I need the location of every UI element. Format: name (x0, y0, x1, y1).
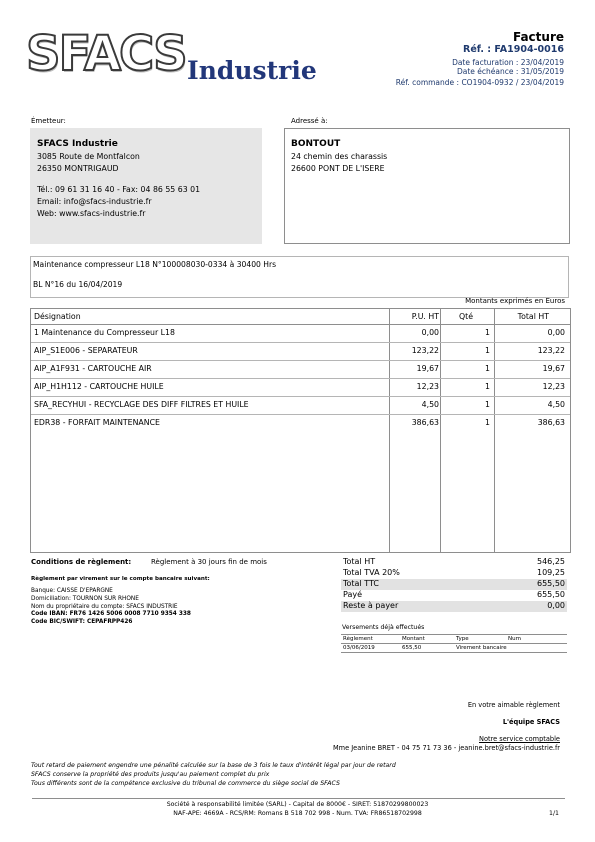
remaining-value: 0,00 (547, 601, 565, 610)
invoice-date: Date facturation : 23/04/2019 (452, 58, 564, 67)
cell-total: 19,67 (542, 364, 565, 373)
due-date: Date échéance : 31/05/2019 (456, 67, 564, 76)
table-row (31, 361, 570, 379)
total-tva-row (341, 568, 567, 579)
cell-total: 123,22 (537, 346, 565, 355)
cell-designation: AIP_S1E006 - SEPARATEUR (34, 346, 138, 355)
payment-amount: 655,50 (402, 645, 422, 651)
recipient-address-1: 24 chemin des charassis (291, 152, 388, 161)
total-tva-value: 109,25 (537, 568, 565, 577)
sender-box (30, 128, 262, 244)
total-ttc-value: 655,50 (537, 579, 565, 588)
table-row (31, 325, 570, 343)
sender-address-2: 26350 MONTRIGAUD (37, 164, 119, 173)
cell-quantity: 1 (485, 328, 490, 337)
cell-quantity: 1 (485, 364, 490, 373)
payments-header-amount: Montant (402, 636, 425, 642)
sender-website: Web: www.sfacs-industrie.fr (37, 209, 146, 218)
cell-quantity: 1 (485, 346, 490, 355)
remaining-label: Reste à payer (343, 601, 399, 610)
payments-divider (341, 634, 567, 635)
sender-address-1: 3085 Route de Montfalcon (37, 152, 140, 161)
paid-label: Payé (343, 590, 363, 599)
footer-company-info: Société à responsabilité limitée (SARL) - Capital de 8000€ - SIRET: 51870299800023 (166, 801, 429, 808)
accounting-contact: Mme Jeanine BRET - 04 75 71 73 36 - jeanine.bret@sfacs-industrie.fr (332, 744, 560, 752)
payments-made-title: Versements déjà effectués (342, 624, 425, 631)
header-total: Total HT (517, 312, 549, 321)
bank-domiciliation: Domiciliation: TOURNON SUR RHONE (31, 596, 139, 602)
company-logo (26, 28, 316, 88)
payments-header-type: Type (456, 636, 469, 642)
recipient-name: BONTOUT (291, 139, 341, 149)
table-header-row (31, 309, 570, 325)
account-owner: Nom du propriétaire du compte: SFACS INDUSTRIE (31, 604, 178, 610)
delivery-note: BL N°16 du 16/04/2019 (33, 280, 123, 289)
payment-terms-value: Règlement à 30 jours fin de mois (151, 558, 267, 566)
totals-box (341, 557, 567, 615)
payments-divider (341, 643, 567, 644)
paid-row (341, 590, 567, 601)
invoice-lines-table (30, 308, 571, 553)
cell-unit-price: 4,50 (421, 400, 439, 409)
legal-late-payment: Tout retard de paiement engendre une pénalité calculée sur la base de 3 fois le taux d'intérêt légal par jour de retard (31, 762, 396, 769)
paid-value: 655,50 (537, 590, 565, 599)
document-title: Facture (512, 30, 564, 44)
cell-quantity: 1 (485, 400, 490, 409)
cell-designation: 1 Maintenance du Compresseur L18 (34, 328, 175, 337)
cell-unit-price: 0,00 (421, 328, 439, 337)
header-quantity: Qté (459, 312, 473, 321)
iban: Code IBAN: FR76 1426 5006 0008 7710 9354 338 (31, 611, 191, 617)
sender-label: Émetteur: (31, 117, 66, 125)
header-designation: Désignation (34, 312, 81, 321)
bank-name: Banque: CAISSE D'EPARGNE (31, 588, 113, 594)
cell-total: 12,23 (542, 382, 565, 391)
recipient-label: Adressé à: (291, 117, 328, 125)
logo-sfacs-text: SFACS (26, 26, 186, 82)
sender-name: SFACS Industrie (37, 139, 118, 149)
payments-header-date: Règlement (343, 636, 373, 642)
object-box (30, 256, 569, 298)
cell-unit-price: 386,63 (411, 418, 439, 427)
recipient-box (284, 128, 570, 244)
recipient-address-2: 26600 PONT DE L'ISERE (291, 164, 385, 173)
table-row (31, 397, 570, 415)
cell-designation: EDR38 - FORFAIT MAINTENANCE (34, 418, 160, 427)
cell-designation: AIP_H1H112 - CARTOUCHE HUILE (34, 382, 164, 391)
table-row (31, 343, 570, 361)
cell-quantity: 1 (485, 382, 490, 391)
table-row (31, 379, 570, 397)
total-ttc-label: Total TTC (343, 579, 379, 588)
currency-note: Montants exprimés en Euros (465, 297, 565, 305)
total-tva-label: Total TVA 20% (343, 568, 400, 577)
bank-transfer-title: Règlement par virement sur le compte bancaire suivant: (31, 576, 210, 582)
payments-divider (341, 652, 567, 653)
cell-unit-price: 123,22 (411, 346, 439, 355)
payment-date: 03/06/2019 (343, 645, 375, 651)
order-reference: Réf. commande : CO1904-0932 / 23/04/2019 (395, 78, 564, 87)
total-ttc-row (341, 579, 567, 590)
accounting-department: Notre service comptable (479, 735, 560, 743)
closing-line: En votre aimable règlement (467, 701, 560, 709)
table-row (31, 415, 570, 432)
logo-industrie-text: Industrie (187, 56, 317, 85)
cell-designation: SFA_RECYHUI - RECYCLAGE DES DIFF FILTRES ET HUILE (34, 400, 249, 409)
sender-email: Email: info@sfacs-industrie.fr (37, 197, 152, 206)
legal-jurisdiction: Tous différents sont de la compétence exclusive du tribunal de commerce du siège social de SFACS (31, 780, 340, 787)
cell-unit-price: 12,23 (416, 382, 439, 391)
cell-total: 0,00 (547, 328, 565, 337)
cell-designation: AIP_A1F931 - CARTOUCHE AIR (34, 364, 152, 373)
payments-header-num: Num (508, 636, 521, 642)
footer-divider (32, 798, 565, 799)
page-number: 1/1 (549, 810, 559, 817)
cell-total: 4,50 (547, 400, 565, 409)
cell-quantity: 1 (485, 418, 490, 427)
bic-swift: Code BIC/SWIFT: CEPAFRPP426 (31, 619, 133, 625)
legal-ownership: SFACS conserve la propriété des produits jusqu'au paiement complet du prix (31, 771, 270, 778)
cell-unit-price: 19,67 (416, 364, 439, 373)
payment-terms-label: Conditions de règlement: (31, 558, 132, 566)
invoice-reference: Réf. : FA1904-0016 (463, 44, 564, 55)
remaining-row (341, 601, 567, 612)
object-description: Maintenance compresseur L18 N°100008030-0334 à 30400 Hrs (33, 260, 277, 269)
payment-type: Virement bancaire (456, 645, 507, 651)
cell-total: 386,63 (537, 418, 565, 427)
sender-phone: Tél.: 09 61 31 16 40 - Fax: 04 86 55 63 01 (37, 185, 201, 194)
total-ht-value: 546,25 (537, 557, 565, 566)
header-unit-price: P.U. HT (411, 312, 439, 321)
footer-registration: NAF-APE: 4669A - RCS/RM: Romans B 518 702 998 - Num. TVA: FR86518702998 (173, 810, 422, 817)
total-ht-label: Total HT (343, 557, 376, 566)
total-ht-row (341, 557, 567, 568)
signature-team: L'équipe SFACS (502, 718, 560, 726)
